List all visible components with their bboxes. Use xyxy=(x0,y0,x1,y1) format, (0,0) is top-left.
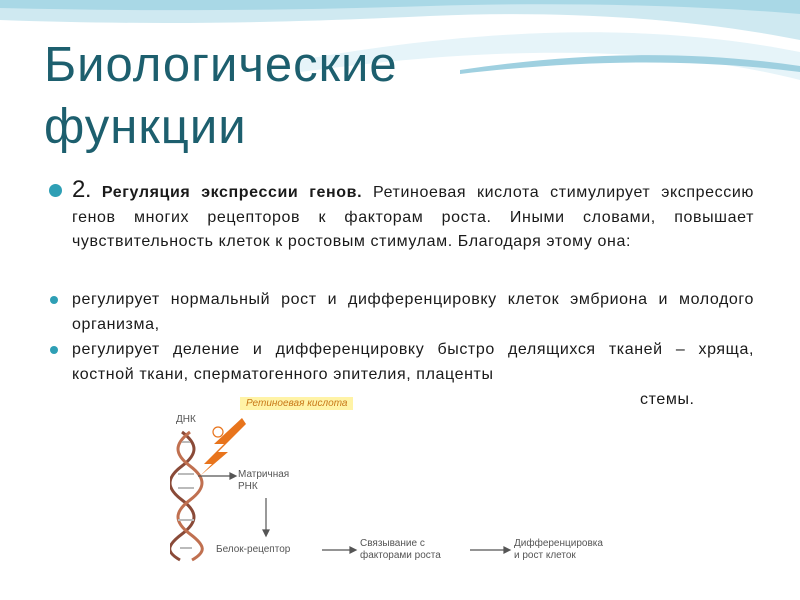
mrna-line-1: Матричная xyxy=(238,469,290,480)
slide-title xyxy=(44,34,398,158)
bullet-item-dividing-tissues xyxy=(52,338,754,387)
binding-line-2: факторами роста xyxy=(360,550,441,561)
mrna-label xyxy=(238,469,289,493)
item-number: 2 xyxy=(72,176,86,203)
retinoic-acid-label: Ретиноевая кислота xyxy=(240,397,353,410)
dna-label: ДНК xyxy=(176,414,196,425)
differentiation-line-1: Дифференцировка xyxy=(514,538,603,549)
differentiation-line-2: и рост клеток xyxy=(514,550,576,561)
bullet-item-gene-regulation xyxy=(52,178,754,255)
bullet-dot-icon xyxy=(49,184,62,197)
dna-helix-icon xyxy=(170,432,202,560)
item-text: регулирует деление и дифференцировку быстро делящихся тканей – хряща, костной ткани, сперматогенного эпителия, плаценты xyxy=(72,341,754,383)
item-text: Ретиноевая кислота стимулирует экспрессию генов многих рецепторов к факторам роста. Иными словами, повышает чувствительность клеток к ростовым стимулам. Благодаря этому она: xyxy=(72,184,754,250)
lightning-arrow-icon xyxy=(200,418,246,476)
bullet-dot-icon xyxy=(50,296,58,304)
item-heading: . Регуляция экспрессии генов. xyxy=(85,184,363,201)
growth-factor-binding-label xyxy=(360,538,441,562)
title-line-2: функции xyxy=(44,100,247,154)
differentiation-label xyxy=(514,538,603,562)
gene-expression-figure xyxy=(170,392,632,572)
mrna-line-2: РНК xyxy=(238,481,258,492)
item-text: регулирует нормальный рост и дифференцировку клеток эмбриона и молодого организма, xyxy=(72,291,754,333)
bullet-item-normal-growth xyxy=(52,288,754,337)
receptor-protein-label: Белок-рецептор xyxy=(216,544,291,555)
title-line-1: Биологические xyxy=(44,38,398,92)
bullet-dot-icon xyxy=(50,346,58,354)
binding-line-1: Связывание с xyxy=(360,538,425,549)
bullet-text-tail: стемы. xyxy=(640,391,695,408)
